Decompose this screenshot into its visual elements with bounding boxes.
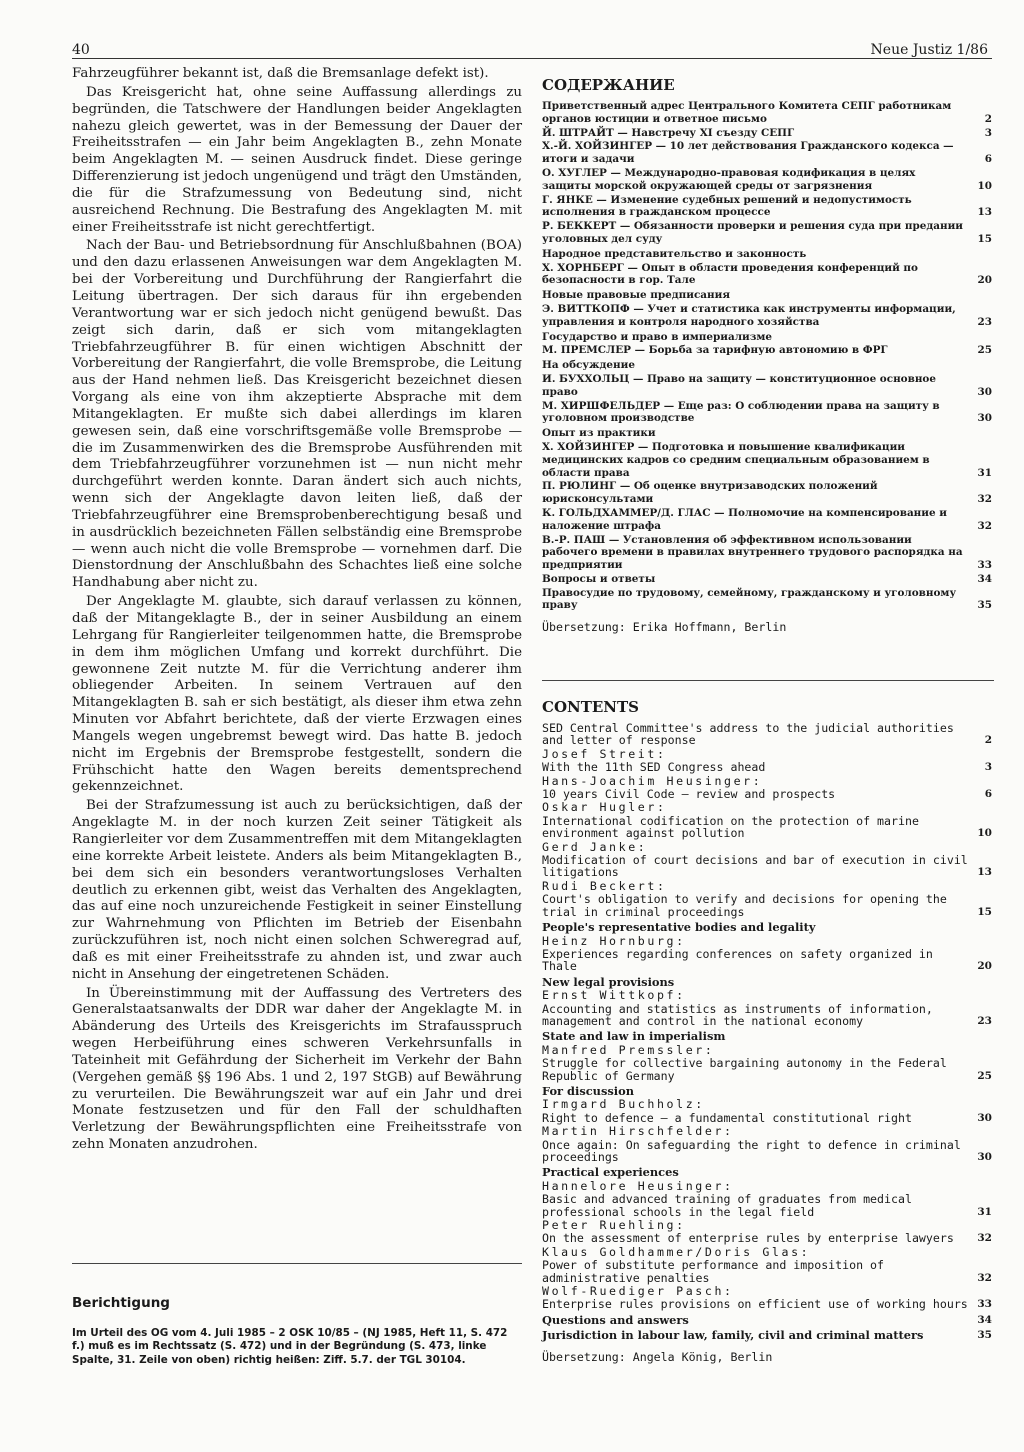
toc-page-number: 32 [977, 519, 992, 532]
toc-section-label: На обсуждение [542, 359, 635, 372]
toc-page-number: 30 [977, 1111, 992, 1124]
toc-page-number: 32 [977, 1232, 992, 1245]
toc-author-name: Rudi Beckert: [542, 878, 667, 893]
toc-english [542, 698, 994, 1364]
toc-entry-author [542, 1246, 994, 1258]
toc-entry [542, 194, 994, 220]
toc-entry [542, 1259, 994, 1284]
toc-entry-author [542, 935, 994, 947]
toc-author-name: Peter Ruehling: [542, 1218, 686, 1233]
body-paragraph: Bei der Strafzumessung ist auch zu berücksichtigen, daß der Angeklagte M. in der noch kurzen Zeit seiner Tätigkeit als Rangierleiter vor dem Zusammentreffen mit dem Mitangeklagten eine korrekte Arbeit leistete. Anders als beim Mitangeklagten B., bei dem sich ein besonders verantwortungsloses Verhalten deutlich zu erkennen gibt, weist das Verhalten des Angeklagten, das auf eine noch unzureichende Festigkeit in seiner Einstellung zur Wahrnehmung von Pflichten im Betrieb der Eisenbahn zurückzuführen ist, noch nicht einen solchen Schweregrad auf, daß es mit einer Freiheitsstrafe zu ahnden ist, und zwar auch nicht in Ansehung der eingetretenen Schäden. [72, 798, 522, 982]
toc-section-label: Опыт из практики [542, 427, 656, 440]
toc-entry-author [542, 1125, 994, 1137]
toc-page-number: 32 [977, 493, 992, 506]
toc-entry-title: Х.-Й. ХОЙЗИНГЕР — 10 лет действования Гражданского кодекса — итоги и задачи [542, 140, 954, 166]
toc-entry [542, 722, 994, 747]
toc-russian-list [542, 100, 994, 612]
journal-issue: Neue Justiz 1/86 [870, 42, 988, 58]
toc-page-number: 13 [977, 206, 992, 219]
toc-entry [542, 587, 994, 613]
body-paragraph: In Übereinstimmung mit der Auffassung des Vertreters des Generalstaatsanwalts der DDR war daher der Angeklagte M. in Abänderung des Urteils des Kreisgerichts im Strafausspruch wegen Herbeiführung eines schweren Verkehrsunfalls in Tateinheit mit Gefährdung der Sicherheit im Verkehr der Bahn (Vergehen gemäß §§ 196 Abs. 1 und 2, 197 StGB) auf Bewährung zu verurteilen. Die Bewährungszeit war auf ein Jahr und drei Monate festzusetzen und für den Fall der schuldhaften Verletzung der Bewährungspflichten eine Freiheitsstrafe von zehn Monaten anzudrohen. [72, 985, 522, 1153]
toc-page-number: 6 [984, 788, 992, 801]
toc-page-number: 25 [977, 344, 992, 357]
toc-page-number: 10 [977, 827, 992, 840]
toc-section-heading [542, 248, 994, 261]
toc-page-number: 34 [977, 572, 992, 585]
toc-entry [542, 1003, 994, 1028]
toc-entry-author [542, 1098, 994, 1110]
toc-entry [542, 1057, 994, 1082]
toc-entry [542, 573, 994, 586]
toc-entry-title: With the 11th SED Congress ahead [542, 760, 766, 775]
toc-russian [542, 76, 994, 634]
toc-author-name: Ernst Wittkopf: [542, 988, 686, 1003]
toc-entry [542, 534, 994, 572]
toc-page-number: 20 [977, 274, 992, 287]
toc-page-number: 25 [977, 1069, 992, 1082]
toc-section-heading [542, 359, 994, 372]
correction-text: Im Urteil des OG vom 4. Juli 1985 – 2 OSK 10/85 – (NJ 1985, Heft 11, S. 472 f.) muß es im Rechtssatz (S. 472) und in der Begründung (S. 473, linke Spalte, 31. Zeile von oben) richtig heißen: Ziff. 5.7. der TGL 30104. [72, 1327, 508, 1366]
toc-entry-title: Enterprise rules provisions on efficient use of working hours [542, 1297, 968, 1312]
toc-entry-title: Р. БЕККЕРТ — Обязанности проверки и решения суда при предании уголовных дел суду [542, 220, 964, 245]
toc-section-heading [542, 921, 994, 933]
toc-author-name: Manfred Premssler: [542, 1042, 715, 1057]
toc-english-title: CONTENTS [542, 698, 640, 716]
toc-author-name: Josef Streit: [542, 746, 667, 761]
toc-entry [542, 167, 994, 193]
correction-notice [72, 1295, 522, 1367]
toc-page-number: 23 [977, 1014, 992, 1027]
toc-entry [542, 761, 994, 773]
toc-entry [542, 480, 994, 506]
toc-russian-title: СОДЕРЖАНИЕ [542, 76, 675, 94]
toc-entry-title: Right to defence – a fundamental constitutional right [542, 1110, 912, 1125]
toc-entry [542, 220, 994, 246]
toc-entry [542, 1232, 994, 1244]
body-paragraph: Der Angeklagte M. glaubte, sich darauf verlassen zu können, daß der Mitangeklagte B., der in seiner Ausbildung an einem Lehrgang für Rangierleiter teilgenommen hatte, die Bremsprobe in dem ihm möglichen Umfang und korrekt durchführt. Die gewonnene Zeit nutzte M. für die Verrichtung anderer ihm obliegender Arbeiten. In seinem Vertrauen auf den Mitangeklagten B. sah er sich bestätigt, als dieser ihm etwa zehn Minuten vor Abfahrt berichtete, daß der vierte Erzwagen eines Mangels wegen ungebremst bewegt wird. Das hatte B. jedoch nicht im Ergebnis der Bremsprobe festgestellt, sondern die Frühschicht hatte den Wagen bereits dementsprechend gekennzeichnet. [72, 594, 522, 795]
toc-section-heading [542, 1329, 994, 1341]
toc-entry [542, 100, 994, 126]
page-number: 40 [72, 42, 90, 58]
toc-section-label: Jurisdiction in labour law, family, civil and criminal matters [542, 1328, 924, 1343]
toc-page-number: 35 [977, 599, 992, 612]
toc-entry [542, 815, 994, 840]
toc-entry-title: К. ГОЛЬДХАММЕР/Д. ГЛАС — Полномочие на компенсирование и наложение штрафа [542, 506, 947, 532]
toc-divider [542, 680, 994, 681]
toc-entry-title: Modification of court decisions and bar of execution in civil litigations [542, 853, 968, 880]
toc-entry-author [542, 1044, 994, 1056]
toc-page-number: 15 [977, 905, 992, 918]
toc-entry-title: SED Central Committee's address to the judicial authorities and letter of response [542, 721, 954, 748]
toc-entry-author [542, 841, 994, 853]
toc-entry-title: М. ХИРШФЕЛЬДЕР — Еще раз: О соблюдении права на защиту в уголовном производстве [542, 399, 940, 425]
toc-section-label: Questions and answers [542, 1312, 689, 1327]
toc-page-number: 2 [984, 734, 992, 747]
toc-entry-title: В.-Р. ПАШ — Установления об эффективном использовании рабочего времени в правилах внутреннего трудового распорядка на предприятии [542, 533, 963, 572]
toc-entry [542, 893, 994, 918]
toc-entry-author [542, 1219, 994, 1231]
toc-page-number: 6 [984, 153, 992, 166]
toc-section-heading [542, 289, 994, 302]
toc-entry-author [542, 989, 994, 1001]
toc-page-number: 30 [977, 385, 992, 398]
toc-entry [542, 344, 994, 357]
toc-english-translator: Übersetzung: Angela König, Berlin [542, 1349, 773, 1364]
toc-entry [542, 788, 994, 800]
toc-page-number: 35 [977, 1329, 992, 1342]
toc-entry-title: Power of substitute performance and imposition of administrative penalties [542, 1258, 885, 1285]
toc-author-name: Martin Hirschfelder: [542, 1124, 734, 1139]
toc-page-number: 2 [984, 112, 992, 125]
toc-section-label: For discussion [542, 1083, 634, 1098]
toc-entry [542, 400, 994, 426]
toc-section-label: Новые правовые предписания [542, 289, 730, 302]
toc-entry [542, 948, 994, 973]
toc-page-number: 33 [977, 559, 992, 572]
toc-entry [542, 441, 994, 479]
body-paragraph: Nach der Bau- und Betriebsordnung für Anschlußbahnen (BOA) und den dazu erlassenen Anweisungen war dem Angeklagten M. bei der Vorbereitung und Durchführung der Rangierfahrt die Leitung übertragen. Der sich daraus für ihn ergebenden Verantwortung war er sich jedoch nicht genügend bewußt. Das zeigt sich darin, daß er sich vom mitangeklagten Triebfahrzeugführer B. für einen wichtigen Abschnitt der Vorbereitung der Rangierfahrt, die volle Bremsprobe, die Leitung aus der Hand nehmen ließ. Das Kreisgericht bezeichnet diesen Vorgang als eine von ihm akzeptierte Absprache mit dem Mitangeklagten. Er mußte sich dabei allerdings im klaren gewesen sein, daß eine vorschriftsgemäße volle Bremsprobe — die im Zusammenwirken des die Bremsprobe Ausführenden mit dem Triebfahrzeugführer vorzunehmen ist — nun nicht mehr durchgeführt werden konnte. Daran ändert sich auch nichts, wenn sich der Angeklagte davon leiten ließ, daß der Triebfahrzeugführer eine Bremsprobenberechtigung besaß und in ausdrücklich bezeichneten Fällen selbständig eine Bremsprobe — wenn auch nicht die volle Bremsprobe — vornehmen darf. Die Dienstordnung der Anschlußbahn des Schachtes ließ eine solche Handhabung aber nicht zu. [72, 238, 522, 591]
toc-entry-title: М. ПРЕМСЛЕР — Борьба за тарифную автономию в ФРГ [542, 344, 888, 357]
toc-entry [542, 1193, 994, 1218]
toc-entry-title: Once again: On safeguarding the right to defence in criminal proceedings [542, 1137, 961, 1164]
toc-entry-title: О. ХУГЛЕР — Международно-правовая кодификация в целях защиты морской окружающей среды от загрязнения [542, 166, 916, 192]
toc-entry-title: Experiences regarding conferences on safety organized in Thale [542, 946, 933, 974]
toc-page-number: 10 [977, 179, 992, 192]
toc-entry-title: Вопросы и ответы [542, 572, 656, 585]
toc-entry-author [542, 801, 994, 813]
toc-section-heading [542, 1030, 994, 1042]
toc-section-heading [542, 427, 994, 440]
toc-section-heading [542, 1085, 994, 1097]
toc-section-heading [542, 976, 994, 988]
toc-author-name: Hannelore Heusinger: [542, 1178, 734, 1193]
toc-author-name: Gerd Janke: [542, 839, 648, 854]
toc-entry-title: Accounting and statistics as instruments of information, management and control in the national economy [542, 1001, 933, 1028]
toc-page-number: 34 [977, 1313, 992, 1326]
toc-page-number: 23 [977, 315, 992, 328]
toc-page-number: 13 [977, 866, 992, 879]
toc-entry-title: И. БУХХОЛЬЦ — Право на защиту — конституционное основное право [542, 372, 936, 398]
toc-author-name: Irmgard Buchholz: [542, 1097, 705, 1112]
toc-entry-title: 10 years Civil Code – review and prospects [542, 787, 836, 802]
toc-entry-title: П. РЮЛИНГ — Об оценке внутризаводских положений юрисконсультами [542, 480, 878, 506]
toc-page-number: 31 [977, 466, 992, 479]
toc-section-label: Practical experiences [542, 1165, 679, 1180]
toc-entry-title: Э. ВИТТКОПФ — Учет и статистика как инструменты информации, управления и контроля народного хозяйства [542, 302, 956, 328]
toc-page-number: 30 [977, 412, 992, 425]
toc-author-name: Oskar Hugler: [542, 800, 667, 815]
toc-entry-author [542, 748, 994, 760]
toc-author-name: Wolf-Ruediger Pasch: [542, 1284, 734, 1299]
toc-author-name: Heinz Hornburg: [542, 933, 686, 948]
toc-entry-title: Й. ШТРАЙТ — Навстречу XI съезду СЕПГ [542, 126, 795, 139]
toc-section-heading [542, 1314, 994, 1326]
body-paragraph: Das Kreisgericht hat, ohne seine Auffassung allerdings zu begründen, die Tatschwere der Handlungen beider Angeklagten nahezu gleich gewertet, was in der Bemessung der Dauer der Freiheitsstrafen — ein Jahr beim Angeklagten B., zehn Monate beim Angeklagten M. — seinen Ausdruck findet. Diese geringe Differenzierung ist jedoch ungenügend und trägt den Umständen, die für die Strafzumessung von Bedeutung sind, nicht ausreichend Rechnung. Die Bestrafung des Angeklagten M. mit einer Freiheitsstrafe ist nicht gerechtfertigt. [72, 84, 522, 235]
toc-page-number: 15 [977, 232, 992, 245]
toc-entry [542, 1139, 994, 1164]
toc-entry-title: Х. ХОЙЗИНГЕР — Подготовка и повышение квалификации медицинских кадров со средним специальным образованием в области права [542, 440, 930, 479]
toc-entry-author [542, 1285, 994, 1297]
toc-entry-title: Правосудие по трудовому, семейному, гражданскому и уголовному праву [542, 586, 957, 612]
toc-entry-author [542, 775, 994, 787]
article-body [72, 66, 522, 1156]
toc-page-number: 3 [984, 126, 992, 139]
toc-section-label: Государство и право в империализме [542, 330, 773, 343]
toc-section-label: New legal provisions [542, 974, 675, 989]
toc-page-number: 32 [977, 1271, 992, 1284]
toc-section-label: State and law in imperialism [542, 1029, 726, 1044]
column-divider [72, 1263, 522, 1264]
toc-page-number: 30 [977, 1151, 992, 1163]
toc-entry-title: Х. ХОРНБЕРГ — Опыт в области проведения конференций по безопасности в гор. Тале [542, 261, 918, 287]
toc-author-name: Klaus Goldhammer/Doris Glas: [542, 1244, 811, 1259]
toc-page-number: 33 [977, 1298, 992, 1311]
toc-entry [542, 854, 994, 879]
toc-entry-title: Г. ЯНКЕ — Изменение судебных решений и недопустимость исполнения в гражданском процессе [542, 193, 912, 219]
toc-entry-title: Приветственный адрес Центрального Комитета СЕПГ работникам органов юстиции и ответное письмо [542, 100, 952, 125]
toc-author-name: Hans-Joachim Heusinger: [542, 773, 763, 788]
toc-english-list [542, 722, 994, 1342]
toc-section-label: People's representative bodies and legality [542, 920, 816, 935]
toc-entry [542, 303, 994, 329]
toc-entry-title: Court's obligation to verify and decisions for opening the trial in criminal proceedings [542, 892, 947, 919]
toc-entry [542, 1298, 994, 1310]
toc-entry-author [542, 1180, 994, 1192]
toc-entry-author [542, 880, 994, 892]
toc-entry-title: Basic and advanced training of graduates from medical professional schools in the legal field [542, 1192, 912, 1219]
body-paragraph: Fahrzeugführer bekannt ist, daß die Bremsanlage defekt ist). [72, 66, 489, 81]
toc-entry [542, 140, 994, 166]
toc-section-heading [542, 1166, 994, 1178]
toc-entry [542, 507, 994, 533]
toc-entry [542, 373, 994, 399]
toc-section-label: Народное представительство и законность [542, 247, 807, 260]
page-header [72, 38, 992, 59]
toc-entry-title: Struggle for collective bargaining autonomy in the Federal Republic of Germany [542, 1056, 947, 1083]
toc-entry [542, 1112, 994, 1124]
toc-entry-title: On the assessment of enterprise rules by enterprise lawyers [542, 1231, 954, 1246]
toc-russian-translator: Übersetzung: Erika Hoffmann, Berlin [542, 620, 787, 635]
toc-page-number: 20 [977, 960, 992, 973]
toc-page-number: 3 [984, 761, 992, 774]
toc-section-heading [542, 331, 994, 344]
correction-title: Berichtigung [72, 1295, 170, 1311]
toc-entry [542, 127, 994, 140]
toc-page-number: 31 [977, 1205, 992, 1218]
toc-entry [542, 262, 994, 288]
toc-entry-title: International codification on the protection of marine environment against pollution [542, 813, 919, 841]
